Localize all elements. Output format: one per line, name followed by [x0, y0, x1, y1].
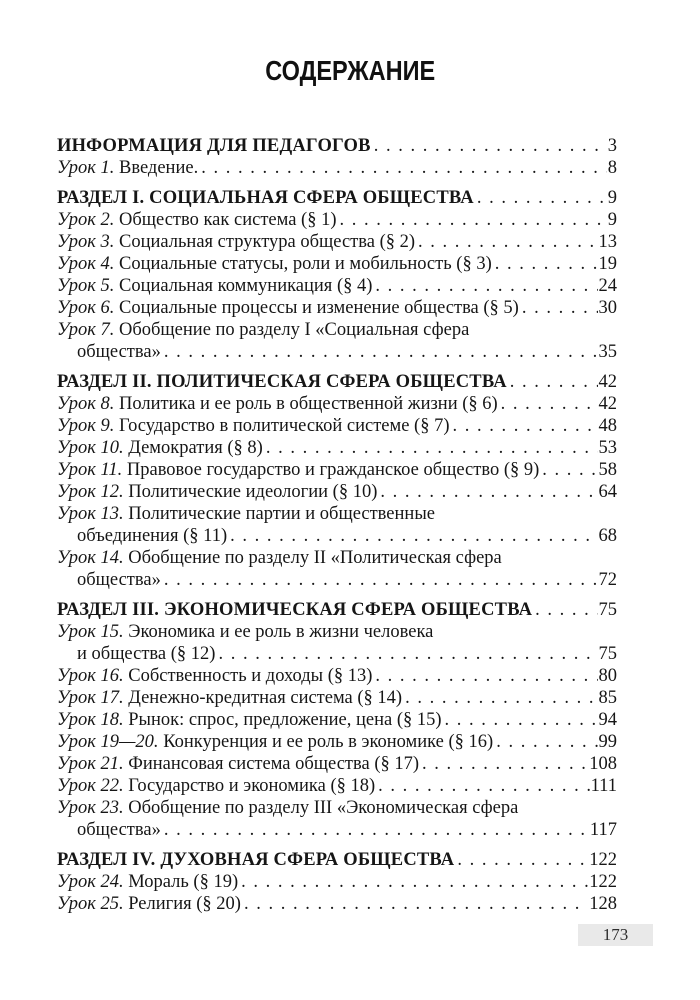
- entry-page-number: 9: [607, 210, 617, 230]
- entry-page-number: 128: [589, 894, 617, 914]
- entry-text: Урок 24. Мораль (§ 19): [57, 872, 239, 892]
- entry-page-number: 42: [598, 394, 617, 414]
- dot-leader: [218, 643, 597, 665]
- dot-leader: [522, 297, 598, 319]
- entry-text: Урок 15. Экономика и ее роль в жизни человека: [57, 622, 434, 642]
- entry-text: РАЗДЕЛ II. ПОЛИТИЧЕСКАЯ СФЕРА ОБЩЕСТВА: [57, 372, 507, 392]
- dot-leader: [495, 253, 598, 275]
- entry-page-number: 75: [598, 600, 617, 620]
- dot-leader: [266, 437, 598, 459]
- entry-page-number: 122: [589, 850, 617, 870]
- entry-continuation-text: и общества (§ 12): [77, 644, 216, 664]
- lesson-number-prefix: Урок 17.: [57, 688, 129, 708]
- entry-page-number: 122: [589, 872, 617, 892]
- dot-leader: [535, 599, 597, 621]
- entry-page-number: 8: [607, 158, 617, 178]
- toc-section-entry: [57, 371, 617, 393]
- entry-page-number: 19: [598, 254, 617, 274]
- toc-lesson-entry: [57, 709, 617, 731]
- entry-text: Урок 12. Политические идеологии (§ 10): [57, 482, 378, 502]
- page-title-text: СОДЕРЖАНИЕ: [264, 55, 436, 86]
- lesson-number-prefix: Урок 2.: [57, 210, 119, 230]
- dot-leader: [453, 415, 598, 437]
- entry-text: Урок 6. Социальные процессы и изменение общества (§ 5): [57, 298, 519, 318]
- lesson-number-prefix: Урок 6.: [57, 298, 119, 318]
- toc-section-entry: [57, 599, 617, 621]
- toc-lesson-entry: [57, 753, 617, 775]
- toc-lesson-entry: [57, 415, 617, 437]
- lesson-number-prefix: Урок 1.: [57, 158, 119, 178]
- toc-lesson-entry: [57, 437, 617, 459]
- dot-leader: [244, 893, 588, 915]
- toc-lesson-entry: [57, 393, 617, 415]
- entry-text: Урок 11. Правовое государство и гражданское общество (§ 9): [57, 460, 540, 480]
- lesson-number-prefix: Урок 9.: [57, 416, 119, 436]
- dot-leader: [378, 775, 589, 797]
- entry-page-number: 3: [607, 136, 617, 156]
- toc-lesson-entry: [57, 231, 617, 253]
- toc-entry-continuation: [57, 643, 617, 665]
- entry-text: Урок 16. Собственность и доходы (§ 13): [57, 666, 373, 686]
- dot-leader: [477, 187, 607, 209]
- lesson-number-prefix: Урок 7.: [57, 320, 119, 340]
- toc-list: [0, 135, 700, 915]
- entry-continuation-text: общества»: [77, 820, 161, 840]
- dot-leader: [375, 275, 597, 297]
- dot-leader: [339, 209, 606, 231]
- lesson-number-prefix: Урок 10.: [57, 438, 129, 458]
- toc-lesson-entry: [57, 893, 617, 915]
- page-title: [0, 56, 700, 85]
- entry-text: Урок 21. Финансовая система общества (§ 17): [57, 754, 420, 774]
- dot-leader: [501, 393, 598, 415]
- lesson-number-prefix: Урок 22.: [57, 776, 129, 796]
- toc-lesson-entry: [57, 687, 617, 709]
- lesson-number-prefix: Урок 16.: [57, 666, 129, 686]
- toc-entry-continuation: [57, 819, 617, 841]
- entry-text: ИНФОРМАЦИЯ ДЛЯ ПЕДАГОГОВ: [57, 136, 371, 156]
- lesson-number-prefix: Урок 13.: [57, 504, 129, 524]
- entry-page-number: 94: [598, 710, 617, 730]
- lesson-number-prefix: Урок 4.: [57, 254, 119, 274]
- entry-page-number: 117: [589, 820, 617, 840]
- entry-page-number: 64: [598, 482, 617, 502]
- toc-lesson-entry: [57, 547, 617, 569]
- toc-lesson-entry: [57, 481, 617, 503]
- entry-text: Урок 3. Социальная структура общества (§ 2): [57, 232, 416, 252]
- toc-lesson-entry: [57, 797, 617, 819]
- toc-lesson-entry: [57, 157, 617, 179]
- entry-text: Урок 1. Введение.: [57, 158, 199, 178]
- entry-text: Урок 2. Общество как система (§ 1): [57, 210, 337, 230]
- dot-leader: [542, 459, 597, 481]
- toc-lesson-entry: [57, 253, 617, 275]
- entry-text: Урок 19—20. Конкуренция и ее роль в экономике (§ 16): [57, 732, 494, 752]
- entry-text: Урок 10. Демократия (§ 8): [57, 438, 263, 458]
- dot-leader: [164, 819, 589, 841]
- dot-leader: [375, 665, 597, 687]
- lesson-number-prefix: Урок 14.: [57, 548, 129, 568]
- entry-text: Урок 14. Обобщение по разделу II «Политическая сфера: [57, 548, 502, 568]
- dot-leader: [380, 481, 597, 503]
- entry-text: Урок 4. Социальные статусы, роли и мобильность (§ 3): [57, 254, 492, 274]
- entry-page-number: 58: [598, 460, 617, 480]
- entry-continuation-text: объединения (§ 11): [77, 526, 228, 546]
- dot-leader: [445, 709, 598, 731]
- dot-leader: [374, 135, 607, 157]
- entry-continuation-text: общества»: [77, 342, 161, 362]
- entry-text: РАЗДЕЛ IV. ДУХОВНАЯ СФЕРА ОБЩЕСТВА: [57, 850, 455, 870]
- toc-section-entry: [57, 849, 617, 871]
- entry-page-number: 42: [598, 372, 617, 392]
- entry-text: Урок 18. Рынок: спрос, предложение, цена (§ 15): [57, 710, 442, 730]
- entry-page-number: 53: [598, 438, 617, 458]
- entry-page-number: 9: [607, 188, 617, 208]
- lesson-number-prefix: Урок 5.: [57, 276, 119, 296]
- lesson-number-prefix: Урок 24.: [57, 872, 129, 892]
- dot-leader: [405, 687, 597, 709]
- dot-leader: [418, 231, 597, 253]
- dot-leader: [201, 157, 607, 179]
- entry-text: Урок 23. Обобщение по разделу III «Экономическая сфера: [57, 798, 519, 818]
- entry-page-number: 68: [598, 526, 617, 546]
- lesson-number-prefix: Урок 19—20.: [57, 732, 164, 752]
- entry-text: РАЗДЕЛ III. ЭКОНОМИЧЕСКАЯ СФЕРА ОБЩЕСТВА: [57, 600, 533, 620]
- entry-page-number: 24: [598, 276, 617, 296]
- dot-leader: [241, 871, 588, 893]
- entry-page-number: 30: [598, 298, 617, 318]
- lesson-number-prefix: Урок 18.: [57, 710, 129, 730]
- footer-page-number-box: [578, 924, 653, 946]
- toc-lesson-entry: [57, 665, 617, 687]
- entry-text: Урок 9. Государство в политической системе (§ 7): [57, 416, 450, 436]
- entry-page-number: 48: [598, 416, 617, 436]
- toc-lesson-entry: [57, 297, 617, 319]
- entry-text: Урок 13. Политические партии и общественные: [57, 504, 435, 524]
- lesson-number-prefix: Урок 23.: [57, 798, 129, 818]
- entry-continuation-text: общества»: [77, 570, 161, 590]
- entry-page-number: 75: [598, 644, 617, 664]
- entry-text: Урок 8. Политика и ее роль в общественной жизни (§ 6): [57, 394, 498, 414]
- entry-page-number: 108: [589, 754, 617, 774]
- dot-leader: [422, 753, 588, 775]
- dot-leader: [496, 731, 597, 753]
- lesson-number-prefix: Урок 12.: [57, 482, 129, 502]
- toc-lesson-entry: [57, 275, 617, 297]
- lesson-number-prefix: Урок 3.: [57, 232, 119, 252]
- entry-text: РАЗДЕЛ I. СОЦИАЛЬНАЯ СФЕРА ОБЩЕСТВА: [57, 188, 474, 208]
- toc-entry-continuation: [57, 525, 617, 547]
- toc-lesson-entry: [57, 459, 617, 481]
- entry-text: Урок 22. Государство и экономика (§ 18): [57, 776, 376, 796]
- lesson-number-prefix: Урок 8.: [57, 394, 119, 414]
- entry-page-number: 99: [598, 732, 617, 752]
- toc-lesson-entry: [57, 871, 617, 893]
- toc-lesson-entry: [57, 503, 617, 525]
- dot-leader: [164, 341, 598, 363]
- toc-entry-continuation: [57, 569, 617, 591]
- dot-leader: [230, 525, 597, 547]
- entry-text: Урок 7. Обобщение по разделу I «Социальная сфера: [57, 320, 470, 340]
- entry-text: Урок 17. Денежно-кредитная система (§ 14): [57, 688, 403, 708]
- lesson-number-prefix: Урок 21.: [57, 754, 129, 774]
- lesson-number-prefix: Урок 11.: [57, 460, 127, 480]
- entry-page-number: 35: [598, 342, 617, 362]
- toc-lesson-entry: [57, 209, 617, 231]
- footer-page-number: 173: [602, 925, 629, 944]
- toc-section-entry: [57, 135, 617, 157]
- dot-leader: [457, 849, 588, 871]
- dot-leader: [510, 371, 598, 393]
- entry-page-number: 13: [598, 232, 617, 252]
- entry-page-number: 80: [598, 666, 617, 686]
- toc-lesson-entry: [57, 319, 617, 341]
- lesson-number-prefix: Урок 25.: [57, 894, 129, 914]
- entry-text: Урок 5. Социальная коммуникация (§ 4): [57, 276, 373, 296]
- toc-lesson-entry: [57, 731, 617, 753]
- toc-lesson-entry: [57, 621, 617, 643]
- toc-lesson-entry: [57, 775, 617, 797]
- entry-page-number: 72: [598, 570, 617, 590]
- lesson-number-prefix: Урок 15.: [57, 622, 129, 642]
- dot-leader: [164, 569, 598, 591]
- entry-page-number: 111: [590, 776, 617, 796]
- entry-text: Урок 25. Религия (§ 20): [57, 894, 241, 914]
- toc-section-entry: [57, 187, 617, 209]
- toc-entry-continuation: [57, 341, 617, 363]
- entry-page-number: 85: [598, 688, 617, 708]
